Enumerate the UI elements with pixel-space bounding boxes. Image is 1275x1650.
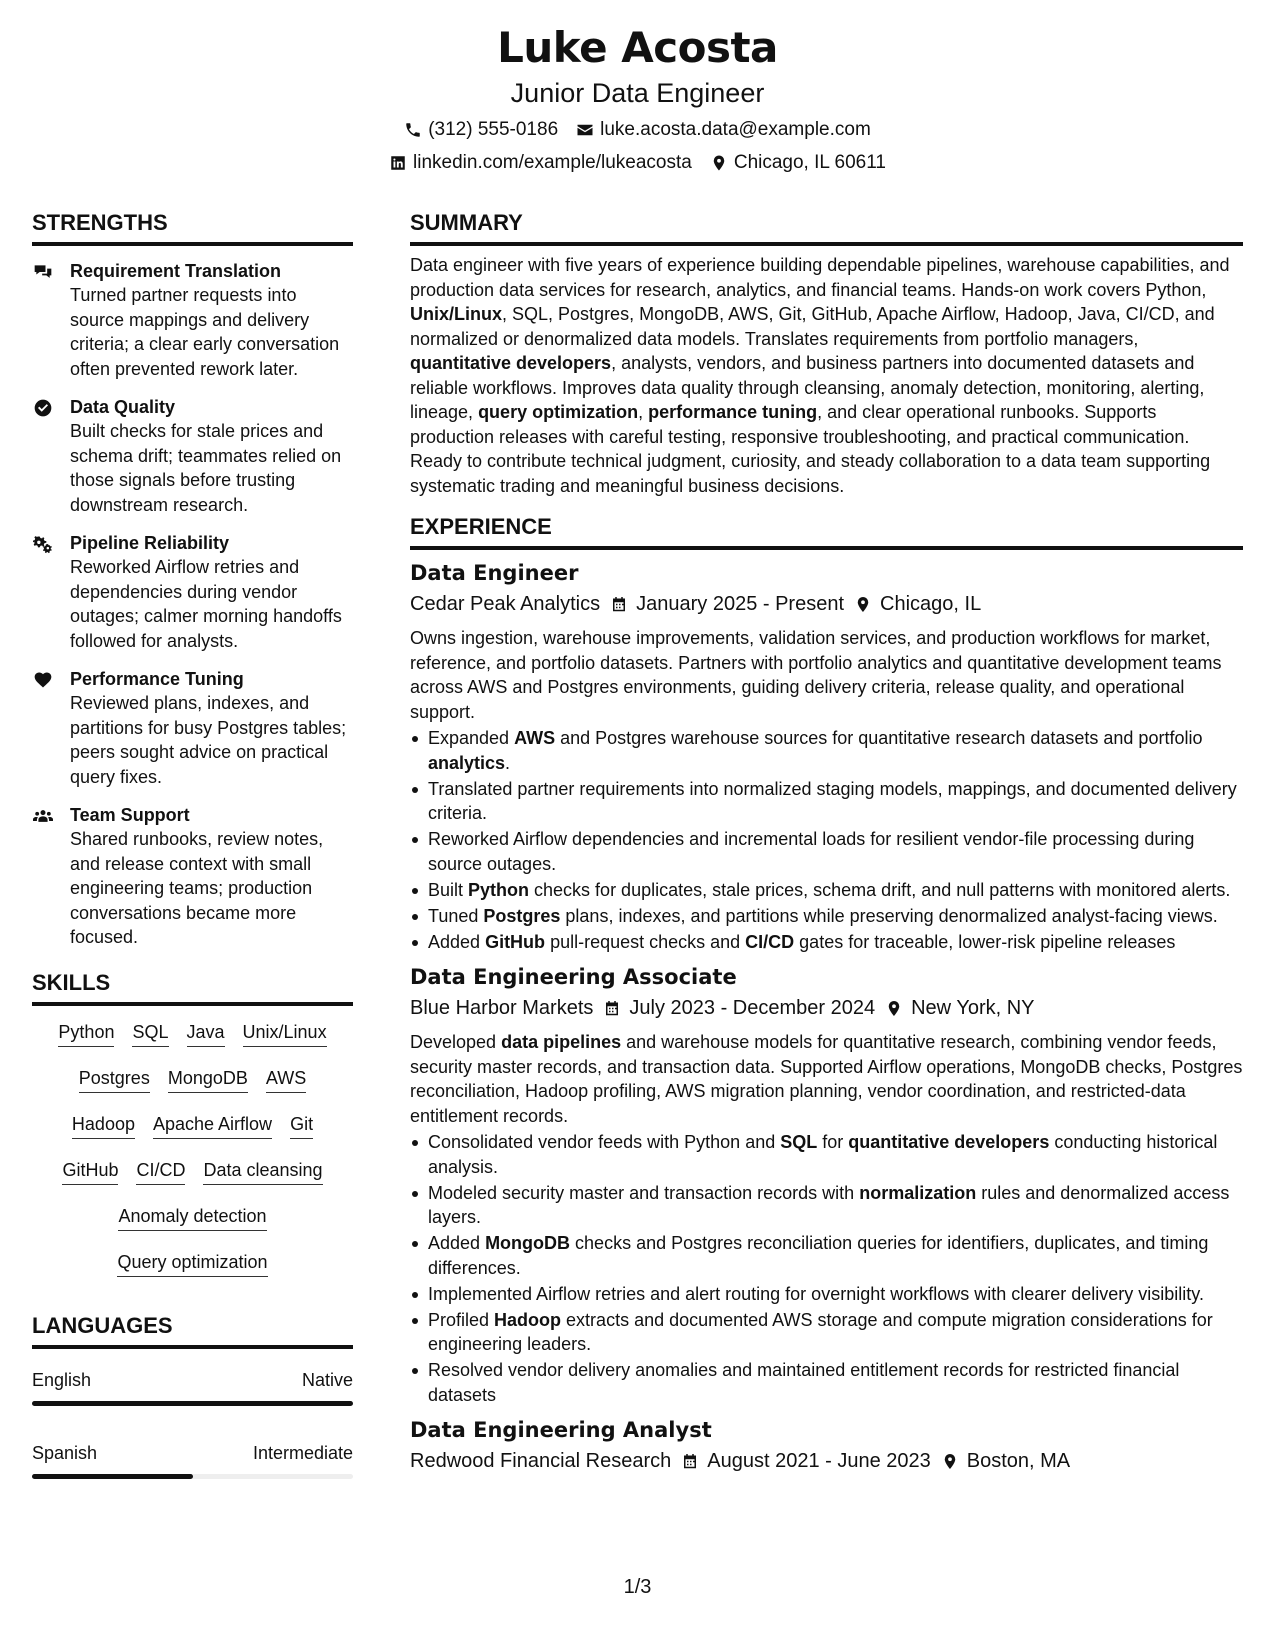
left-column — [32, 210, 353, 1479]
job-bullet — [410, 878, 1243, 903]
text-run: . — [505, 752, 511, 773]
skills-list — [32, 1020, 353, 1277]
phone-icon — [404, 121, 422, 139]
skill-tag: MongoDB — [168, 1066, 248, 1093]
strengths-list — [32, 259, 353, 950]
skill-row — [32, 1204, 353, 1231]
job-bullet — [410, 1308, 1243, 1357]
job-company: Redwood Financial Research — [410, 1450, 672, 1472]
linkedin-text[interactable]: linkedin.com/example/lukeacosta — [413, 152, 692, 173]
map-pin-icon — [710, 154, 728, 172]
summary-text — [410, 253, 1243, 498]
text-run: checks and Postgres reconciliation queries for identifiers, duplicates, and timing differences. — [428, 1233, 1209, 1278]
language-item — [32, 1369, 353, 1406]
job-bullet — [410, 1282, 1243, 1307]
job-description — [410, 1030, 1243, 1128]
bold-text: AWS — [514, 728, 556, 748]
bold-text: MongoDB — [485, 1233, 571, 1253]
text-run: Reworked Airflow dependencies and incremental loads for resilient vendor-file processing during source outages. — [428, 829, 1195, 874]
location-text: Chicago, IL 60611 — [733, 152, 886, 173]
page-number: 1/3 — [623, 1576, 652, 1598]
text-run: Expanded — [428, 728, 515, 748]
skills-heading: SKILLS — [32, 970, 353, 1006]
text-run: for — [817, 1132, 849, 1152]
linkedin-contact[interactable] — [389, 151, 692, 175]
skill-tag: Hadoop — [72, 1112, 135, 1139]
contact-line-1 — [0, 118, 1275, 142]
job-bullets — [410, 1130, 1243, 1407]
text-run: Data engineer with five years of experience building dependable pipelines, warehouse capabilities, and production data services for research, analytics, and financial teams. Hands-on work covers Python, — [410, 255, 1230, 300]
text-run: checks for duplicates, stale prices, schema drift, and null patterns with monitored alerts. — [529, 879, 1231, 900]
bold-text: data pipelines — [501, 1032, 622, 1052]
strength-body — [70, 259, 353, 381]
location-contact — [710, 151, 886, 175]
job-bullet — [410, 1181, 1243, 1230]
job-description — [410, 626, 1243, 724]
text-run: Added — [428, 931, 486, 952]
strength-body — [70, 395, 353, 517]
text-run: gates for traceable, lower-risk pipeline releases — [794, 931, 1176, 952]
phone-contact — [404, 118, 558, 142]
bold-text: quantitative developers — [410, 353, 612, 373]
bold-text: Python — [468, 879, 530, 900]
strength-body — [70, 803, 353, 950]
text-run: extracts and documented AWS storage and compute migration considerations for engineering leaders. — [428, 1309, 1213, 1354]
right-column — [410, 210, 1243, 1475]
text-run: plans, indexes, and partitions while preserving denormalized analyst-facing views. — [560, 905, 1218, 926]
job-bullet — [410, 777, 1243, 826]
skill-row — [32, 1250, 353, 1277]
strength-icon-wrap — [32, 531, 70, 653]
strength-description: Reworked Airflow retries and dependencies during vendor outages; calmer morning handoffs followed for analysts. — [70, 557, 342, 651]
strength-icon-wrap — [32, 259, 70, 381]
text-run: , and clear operational runbooks. Supports production releases with careful testing, responsive troubleshooting, and practical communication. Ready to contribute technical judgment, curiosity, and steady collaboration to a data team supporting systematic trading and meaningful business decisions. — [410, 402, 1211, 496]
candidate-name: Luke Acosta — [497, 23, 778, 72]
skill-tag: Java — [187, 1020, 225, 1047]
skill-tag: Data cleansing — [203, 1158, 322, 1185]
skill-row — [32, 1158, 353, 1185]
experience-heading: EXPERIENCE — [410, 514, 1243, 550]
map-pin-icon — [854, 595, 872, 614]
job-dates: August 2021 - June 2023 — [707, 1450, 931, 1472]
language-proficiency-bar — [32, 1401, 353, 1406]
job-entry — [410, 962, 1243, 1407]
linkedin-icon — [389, 154, 407, 172]
languages-heading: LANGUAGES — [32, 1313, 353, 1349]
text-run: Translated partner requirements into normalized staging models, mappings, and documented delivery criteria. — [428, 778, 1237, 823]
summary-heading: SUMMARY — [410, 210, 1243, 246]
skill-tag: Query optimization — [117, 1250, 267, 1277]
language-row — [32, 1369, 353, 1391]
strength-title: Data Quality — [70, 397, 176, 417]
experience-list — [410, 558, 1243, 1475]
strength-icon-wrap — [32, 667, 70, 789]
contact-line-2 — [0, 151, 1275, 175]
text-run: Consolidated vendor feeds with Python and — [428, 1132, 781, 1152]
text-run: , analysts, vendors, and business partners into documented datasets and reliable workflows. Improves data quality through cleansing, anomaly detection, monitoring, alerting, lineage, — [410, 353, 1205, 422]
language-item — [32, 1442, 353, 1479]
strength-title: Pipeline Reliability — [70, 533, 230, 553]
skill-tag: AWS — [266, 1066, 306, 1093]
job-meta — [410, 994, 1243, 1022]
candidate-role: Junior Data Engineer — [510, 78, 765, 108]
strength-item — [32, 667, 353, 789]
job-bullets — [410, 726, 1243, 954]
bold-text: quantitative developers — [848, 1132, 1050, 1152]
language-proficiency-bar — [32, 1474, 353, 1479]
strength-item — [32, 531, 353, 653]
job-location: Boston, MA — [966, 1450, 1071, 1472]
strength-item — [32, 395, 353, 517]
text-run: rules and denormalized access layers. — [428, 1182, 1230, 1227]
text-run: Owns ingestion, warehouse improvements, validation services, and production workflows for market, reference, and portfolio datasets. Partners with portfolio analytics and quantitative development teams across AWS and Postgres environments, guiding delivery criteria, release quality, and operational support. — [410, 628, 1222, 722]
heart-icon — [32, 670, 54, 690]
calendar-icon — [610, 595, 628, 614]
text-run: Developed — [410, 1032, 502, 1052]
strength-icon-wrap — [32, 803, 70, 950]
skill-row — [32, 1020, 353, 1047]
skill-row — [32, 1066, 353, 1093]
job-bullet — [410, 1231, 1243, 1280]
language-level: Intermediate — [252, 1442, 353, 1463]
strength-title: Team Support — [70, 805, 190, 825]
bold-text: Hadoop — [494, 1309, 562, 1330]
text-run: Built — [428, 879, 469, 900]
strength-description: Built checks for stale prices and schema drift; teammates relied on those signals before trusting downstream research. — [70, 421, 342, 515]
strength-description: Shared runbooks, review notes, and release context with small engineering teams; production conversations became more focused. — [70, 829, 324, 947]
bold-text: performance tuning — [648, 402, 818, 422]
strength-item — [32, 803, 353, 950]
job-title: Data Engineering Analyst — [410, 1418, 712, 1442]
skill-tag: CI/CD — [136, 1158, 185, 1185]
job-location: Chicago, IL — [880, 593, 982, 615]
skill-tag: Apache Airflow — [153, 1112, 272, 1139]
text-run: Tuned — [428, 905, 484, 926]
skill-tag: Postgres — [79, 1066, 150, 1093]
strengths-heading: STRENGTHS — [32, 210, 353, 246]
text-run: Modeled security master and transaction records with — [428, 1182, 860, 1203]
resume-header — [0, 22, 1275, 175]
chat-icon — [32, 262, 54, 282]
language-proficiency-fill — [32, 1474, 193, 1479]
text-run: and Postgres warehouse sources for quantitative research datasets and portfolio — [555, 728, 1203, 748]
bold-text: analytics — [428, 752, 506, 773]
language-row — [32, 1442, 353, 1464]
language-proficiency-fill — [32, 1401, 353, 1406]
check-circle-icon — [32, 398, 54, 418]
bold-text: GitHub — [485, 931, 546, 952]
strength-title: Performance Tuning — [70, 669, 244, 689]
job-bullet — [410, 930, 1243, 955]
text-run: Profiled — [428, 1309, 495, 1330]
strength-description: Reviewed plans, indexes, and partitions for busy Postgres tables; peers sought advice on practical query fixes. — [70, 693, 347, 787]
job-title: Data Engineer — [410, 561, 579, 585]
gears-icon — [32, 534, 54, 554]
strength-body — [70, 531, 353, 653]
bold-text: SQL — [780, 1132, 818, 1152]
strength-description: Turned partner requests into source mappings and delivery criteria; a clear early conversation often prevented rework later. — [70, 285, 340, 379]
skill-tag: Python — [58, 1020, 114, 1047]
skill-tag: SQL — [132, 1020, 168, 1047]
bold-text: CI/CD — [745, 931, 795, 952]
job-bullet — [410, 1130, 1243, 1179]
text-run: Implemented Airflow retries and alert routing for overnight workflows with clearer delivery visibility. — [428, 1283, 1204, 1304]
phone-text: (312) 555-0186 — [428, 119, 559, 140]
strength-icon-wrap — [32, 395, 70, 517]
strength-body — [70, 667, 353, 789]
skill-tag: Unix/Linux — [243, 1020, 327, 1047]
strength-item — [32, 259, 353, 381]
job-bullet — [410, 827, 1243, 876]
job-dates: January 2025 - Present — [636, 593, 845, 615]
strength-title: Requirement Translation — [70, 261, 282, 281]
bold-text: query optimization — [478, 402, 639, 422]
job-company: Blue Harbor Markets — [410, 997, 594, 1019]
text-run: pull-request checks and — [545, 931, 746, 952]
job-bullet — [410, 1358, 1243, 1407]
skill-row — [32, 1112, 353, 1139]
language-level: Native — [301, 1369, 353, 1390]
job-entry — [410, 1415, 1243, 1475]
map-pin-icon — [885, 999, 903, 1018]
text-run: conducting historical analysis. — [428, 1132, 1218, 1177]
bold-text: Unix/Linux — [410, 304, 503, 324]
text-run: Added — [428, 1233, 486, 1253]
job-dates: July 2023 - December 2024 — [629, 997, 876, 1019]
text-run: Resolved vendor delivery anomalies and maintained entitlement records for restricted financial datasets — [428, 1360, 1180, 1405]
language-name: Spanish — [32, 1442, 98, 1463]
job-meta — [410, 1447, 1243, 1475]
job-location: New York, NY — [911, 997, 1035, 1019]
email-contact[interactable] — [576, 118, 871, 142]
job-company: Cedar Peak Analytics — [410, 593, 601, 615]
languages-list — [32, 1369, 353, 1479]
job-bullet — [410, 904, 1243, 929]
bold-text: Postgres — [483, 905, 561, 926]
skill-tag: Anomaly detection — [118, 1204, 266, 1231]
calendar-icon — [681, 1452, 699, 1471]
language-name: English — [32, 1369, 92, 1390]
skill-tag: GitHub — [62, 1158, 118, 1185]
text-run: and warehouse models for quantitative research, combining vendor feeds, security master records, and transaction data. Supported Airflow operations, MongoDB checks, Postgres reconciliation, Hadoop profiling, AWS migration planning, vendor coordination, and restricted-data entitlement records. — [410, 1032, 1243, 1126]
job-title: Data Engineering Associate — [410, 965, 737, 989]
map-pin-icon — [941, 1452, 959, 1471]
bold-text: normalization — [859, 1182, 977, 1203]
job-entry — [410, 558, 1243, 954]
job-bullet — [410, 726, 1243, 775]
users-icon — [32, 806, 54, 826]
calendar-icon — [603, 999, 621, 1018]
email-text[interactable]: luke.acosta.data@example.com — [600, 119, 871, 140]
text-run: , SQL, Postgres, MongoDB, AWS, Git, GitHub, Apache Airflow, Hadoop, Java, CI/CD, and normalized or denormalized data models. Translates requirements from portfolio managers, — [410, 304, 1215, 349]
job-meta — [410, 590, 1243, 618]
text-run: , — [638, 402, 649, 422]
skill-tag: Git — [290, 1112, 313, 1139]
envelope-icon — [576, 121, 594, 139]
